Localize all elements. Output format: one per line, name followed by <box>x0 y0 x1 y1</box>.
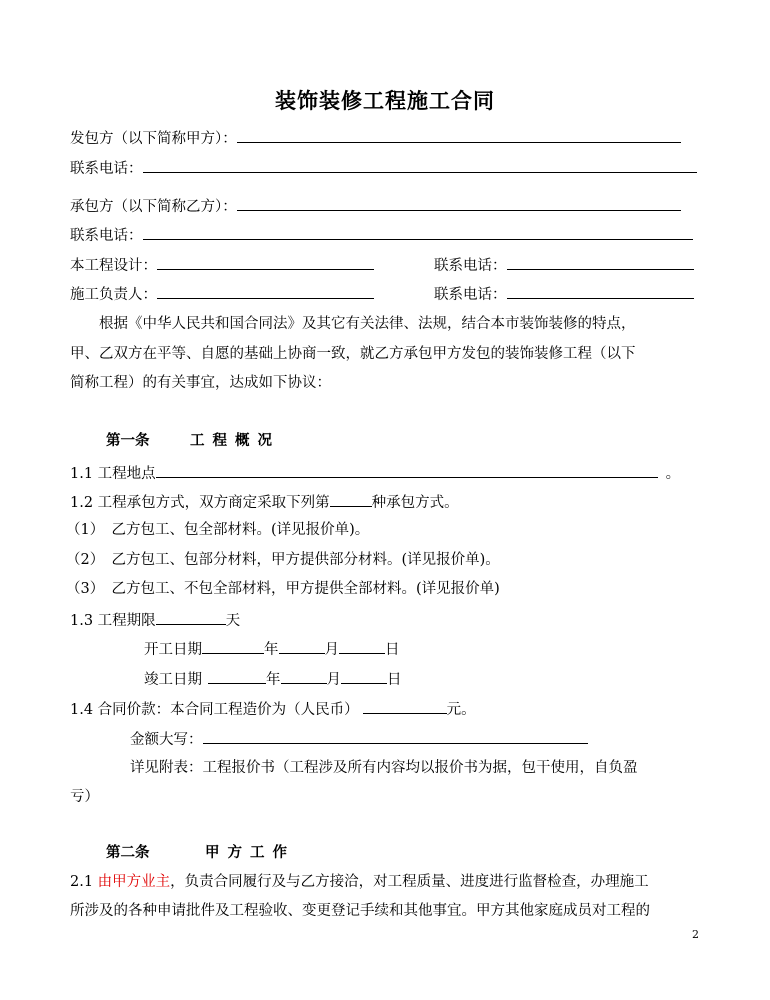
clause-2-1-highlight: 由甲方业主 <box>97 874 171 890</box>
end-date-row <box>144 668 402 690</box>
supervisor-row <box>70 283 374 305</box>
supervisor-phone-blank[interactable] <box>507 283 694 299</box>
option-1: （1） 乙方包工、包全部材料。(详见报价单)。 <box>66 522 370 538</box>
supervisor-label: 施工负责人： <box>70 287 157 303</box>
page-number: 2 <box>692 928 699 941</box>
designer-label: 本工程设计： <box>70 258 157 274</box>
end-month-blank[interactable] <box>281 668 327 684</box>
party-a-phone-blank[interactable] <box>143 157 697 173</box>
clause-2-1 <box>70 872 649 892</box>
clause-1-4-end: 元。 <box>446 702 476 718</box>
party-a-blank[interactable] <box>237 127 681 143</box>
supervisor-phone-label: 联系电话： <box>434 287 507 303</box>
detail-line-1: 详见附表：工程报价书（工程涉及所有内容均以报价书为据，包干使用，自负盈 <box>130 760 638 776</box>
contract-price-blank[interactable] <box>363 698 447 714</box>
detail-line-2: 亏） <box>70 789 99 805</box>
clause-1-1 <box>70 462 680 484</box>
supervisor-phone-row <box>434 283 694 305</box>
clause-1-2 <box>70 491 459 513</box>
intro-line-2: 甲、乙双方在平等、自愿的基础上协商一致，就乙方承包甲方发包的装饰装修工程（以下 <box>70 346 636 362</box>
end-date-label: 竣工日期 <box>144 672 202 688</box>
article1-number: 第一条 <box>106 432 150 449</box>
start-month-blank[interactable] <box>279 638 325 654</box>
site-location-blank[interactable] <box>156 462 658 478</box>
start-day-blank[interactable] <box>339 638 385 654</box>
option-3: （3） 乙方包工、不包全部材料，甲方提供全部材料。(详见报价单) <box>66 581 500 597</box>
clause-1-3-end: 天 <box>225 613 241 629</box>
intro-line-1: 根据《中华人民共和国合同法》及其它有关法律、法规，结合本市装饰装修的特点， <box>99 316 636 332</box>
start-year-unit: 年 <box>264 642 279 658</box>
designer-row <box>70 254 374 276</box>
clause-1-2-end: 种承包方式。 <box>371 495 459 511</box>
end-month-unit: 月 <box>326 672 341 688</box>
clause-2-1-line-2: 所涉及的各种申请批件及工程验收、变更登记手续和其他事宜。甲方其他家庭成员对工程的 <box>70 903 650 919</box>
end-day-unit: 日 <box>387 672 402 688</box>
party-b-blank[interactable] <box>237 195 681 211</box>
party-a-row <box>70 127 681 149</box>
clause-1-3 <box>70 609 240 631</box>
article2-heading: 甲方工作 <box>205 844 295 861</box>
contract-title: 装饰装修工程施工合同 <box>275 88 495 113</box>
supervisor-blank[interactable] <box>157 283 374 299</box>
designer-phone-blank[interactable] <box>507 254 694 270</box>
designer-phone-row <box>434 254 694 276</box>
amount-words-row <box>130 728 588 750</box>
start-date-row <box>144 638 400 660</box>
clause-1-3-label: 1.3 工程期限 <box>70 613 156 629</box>
designer-blank[interactable] <box>157 254 374 270</box>
end-day-blank[interactable] <box>341 668 387 684</box>
start-year-blank[interactable] <box>202 638 264 654</box>
clause-2-1-number: 2.1 <box>70 874 98 890</box>
party-a-phone-row <box>70 157 697 179</box>
clause-1-1-end: 。 <box>665 466 681 482</box>
option-2: （2） 乙方包工、包部分材料，甲方提供部分材料。(详见报价单)。 <box>66 552 500 568</box>
article1-heading: 工程概况 <box>190 432 280 449</box>
clause-1-2-label: 1.2 工程承包方式，双方商定采取下列第 <box>70 495 330 511</box>
amount-words-blank[interactable] <box>203 728 588 744</box>
party-b-row <box>70 195 681 217</box>
party-b-phone-row <box>70 224 693 246</box>
start-date-label: 开工日期 <box>144 642 202 658</box>
clause-1-1-label: 1.1 工程地点 <box>70 466 156 482</box>
clause-2-1-text: ，负责合同履行及与乙方接洽，对工程质量、进度进行监督检查，办理施工 <box>170 874 649 890</box>
party-a-label: 发包方（以下简称甲方）： <box>70 131 237 147</box>
amount-words-label: 金额大写： <box>130 732 203 748</box>
party-b-phone-blank[interactable] <box>143 224 693 240</box>
party-b-label: 承包方（以下简称乙方）： <box>70 199 237 215</box>
party-a-phone-label: 联系电话： <box>70 161 143 177</box>
party-b-phone-label: 联系电话： <box>70 228 143 244</box>
start-day-unit: 日 <box>385 642 400 658</box>
article2-number: 第二条 <box>106 844 150 861</box>
clause-1-4-label: 1.4 合同价款：本合同工程造价为（人民币） <box>70 702 359 718</box>
designer-phone-label: 联系电话： <box>434 258 507 274</box>
contract-mode-blank[interactable] <box>330 491 372 507</box>
end-year-unit: 年 <box>266 672 281 688</box>
clause-1-4 <box>70 698 476 720</box>
intro-line-3: 简称工程）的有关事宜，达成如下协议： <box>70 375 331 391</box>
end-year-blank[interactable] <box>208 668 266 684</box>
duration-blank[interactable] <box>156 609 226 625</box>
start-month-unit: 月 <box>324 642 339 658</box>
